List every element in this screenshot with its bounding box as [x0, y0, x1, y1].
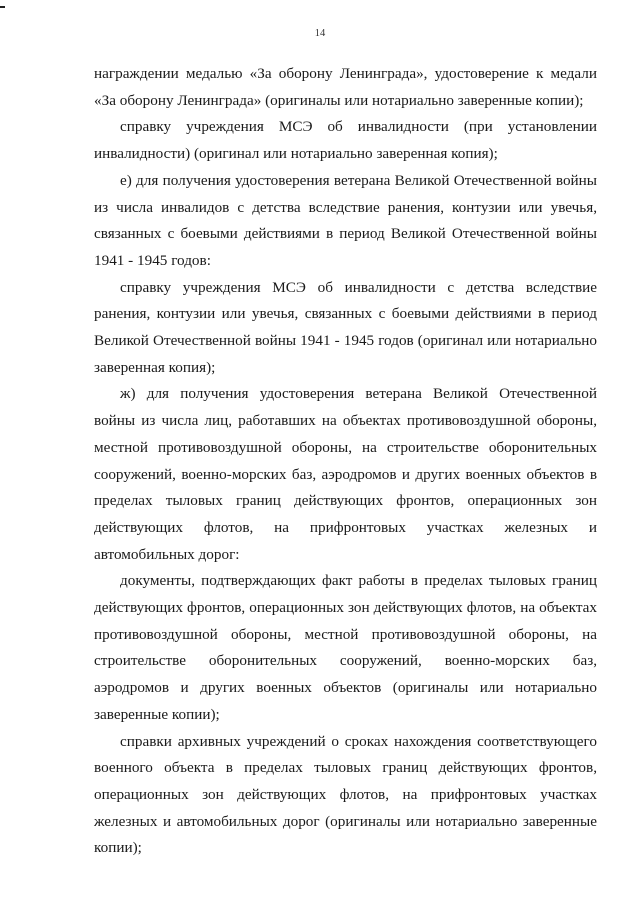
- paragraph: документы, подтверждающих факт работы в пределах тыловых границ действующих фронтов, операционных зон действующих флотов, на объектах противовоздушной обороны, местной противовоздушной обороны, на строительстве оборонительных сооружений, военно-морских баз, аэродромов и других военных объектов (оригиналы или нотариально заверенные копии);: [94, 572, 597, 723]
- paragraph: е) для получения удостоверения ветерана Великой Отечественной войны из числа инвалидов с детства вследствие ранения, контузии или увечья, связанных с боевыми действиями в период Великой Отечественной войны 1941 - 1945 годов:: [94, 171, 597, 269]
- document-body: [94, 61, 597, 862]
- paragraph: награждении медалью «За оборону Ленинграда», удостоверение к медали «За оборону Ленинграда» (оригиналы или нотариально заверенные копии);: [94, 65, 597, 109]
- scan-corner-mark: [0, 6, 5, 8]
- paragraph: ж) для получения удостоверения ветерана Великой Отечественной войны из числа лиц, работавших на объектах противовоздушной обороны, местной противовоздушной обороны, на строительстве оборонительных сооружений, военно-морских баз, аэродромов и других военных объектов в пределах тыловых границ действующих фронтов, операционных зон действующих флотов, на прифронтовых участках железных и автомобильных дорог:: [94, 385, 597, 563]
- paragraph: справки архивных учреждений о сроках нахождения соответствующего военного объекта в пределах тыловых границ действующих фронтов, операционных зон действующих флотов, на прифронтовых участках железных и автомобильных дорог (оригиналы или нотариально заверенные копии);: [94, 732, 597, 857]
- paragraph: справку учреждения МСЭ об инвалидности (при установлении инвалидности) (оригинал или нотариально заверенная копия);: [94, 118, 597, 163]
- paragraph: справку учреждения МСЭ об инвалидности с детства вследствие ранения, контузии или увечья, связанных с боевыми действиями в период Великой Отечественной войны 1941 - 1945 годов (оригинал или нотариально заверенная копия);: [94, 278, 597, 376]
- page-number: 14: [314, 28, 326, 39]
